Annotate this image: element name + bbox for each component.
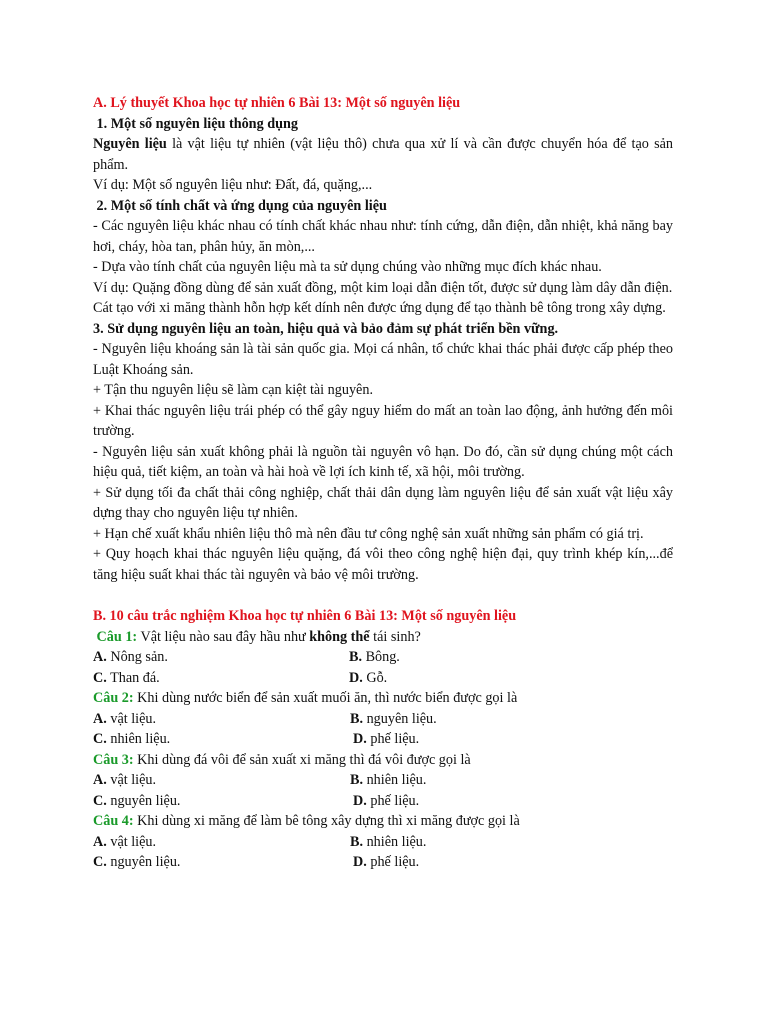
paragraph-3e: + Sử dụng tối đa chất thải công nghiệp, chất thải dân dụng làm nguyên liệu để sản xuất vật liệu xây dựng thay cho nguyên liệu tự nhiên. xyxy=(93,484,673,521)
paragraph-3g: + Quy hoạch khai thác nguyên liệu quặng, đá vôi theo công nghệ hiện đại, quy trình khép kín,...để tăng hiệu suất khai thác tài nguyên và bảo vệ môi trường. xyxy=(93,546,673,583)
section-b-title: B. 10 câu trắc nghiệm Khoa học tự nhiên 6 Bài 13: Một số nguyên liệu xyxy=(93,608,517,624)
heading-2: 2. Một số tính chất và ứng dụng của nguyên liệu xyxy=(96,197,387,214)
question-2-options-cd xyxy=(93,729,673,750)
option-c[interactable]: C. nguyên liệu. xyxy=(93,792,181,809)
question-1: Câu 1: Vật liệu nào sau đây hầu như không thể tái sinh? xyxy=(96,628,421,645)
question-3-options-ab xyxy=(93,770,673,791)
paragraph-2a: - Các nguyên liệu khác nhau có tính chất khác nhau như: tính cứng, dẫn điện, dẫn nhiệt, khả năng bay hơi, cháy, hòa tan, phân hủy, ăn mòn,... xyxy=(93,218,673,255)
question-4: Câu 4: Khi dùng xi măng để làm bê tông xây dựng thì xi măng được gọi là xyxy=(93,813,520,829)
example-1: Ví dụ: Một số nguyên liệu như: Đất, đá, quặng,... xyxy=(93,177,373,193)
option-a[interactable]: A. Nông sản. xyxy=(93,649,168,665)
question-4-options-cd xyxy=(93,852,673,873)
paragraph-3c: + Khai thác nguyên liệu trái phép có thể gây nguy hiểm do mất an toàn lao động, ảnh hưởng đến môi trường. xyxy=(93,402,673,439)
question-1-options-ab xyxy=(93,647,673,668)
option-c[interactable]: C. Than đá. xyxy=(93,669,160,686)
paragraph-2c: Ví dụ: Quặng đồng dùng để sản xuất đồng, một kim loại dẫn điện tốt, được sử dụng làm dây dẫn điện. xyxy=(93,279,673,296)
option-a[interactable]: A. vật liệu. xyxy=(93,772,157,788)
spacer xyxy=(93,585,673,606)
paragraph-2b: - Dựa vào tính chất của nguyên liệu mà ta sử dụng chúng vào những mục đích khác nhau. xyxy=(93,259,602,275)
option-d[interactable]: D. Gỗ. xyxy=(349,669,388,686)
option-d[interactable]: D. phế liệu. xyxy=(353,792,420,809)
option-c[interactable]: C. nguyên liệu. xyxy=(93,854,181,870)
option-d[interactable]: D. phế liệu. xyxy=(353,731,420,747)
definition-paragraph: Nguyên liệu là vật liệu tự nhiên (vật liệu thô) chưa qua xử lí và cần được chuyển hóa để tạo sản phẩm. xyxy=(93,136,673,173)
question-2: Câu 2: Khi dùng nước biển để sản xuất muối ăn, thì nước biển được gọi là xyxy=(93,690,518,706)
option-d[interactable]: D. phế liệu. xyxy=(353,854,420,870)
option-b[interactable]: B. nhiên liệu. xyxy=(350,833,427,850)
option-a[interactable]: A. vật liệu. xyxy=(93,833,157,850)
option-b[interactable]: B. nhiên liệu. xyxy=(350,772,427,788)
option-b[interactable]: B. Bông. xyxy=(349,649,400,665)
paragraph-3b: + Tận thu nguyên liệu sẽ làm cạn kiệt tài nguyên. xyxy=(93,382,373,398)
paragraph-3f: + Hạn chế xuất khẩu nhiên liệu thô mà nên đầu tư công nghệ sản xuất những sản phẩm có giá trị. xyxy=(93,525,644,542)
heading-3: 3. Sử dụng nguyên liệu an toàn, hiệu quả và bảo đảm sự phát triển bền vững. xyxy=(93,320,559,337)
heading-1: 1. Một số nguyên liệu thông dụng xyxy=(96,115,298,132)
option-a[interactable]: A. vật liệu. xyxy=(93,710,157,727)
question-3: Câu 3: Khi dùng đá vôi để sản xuất xi măng thì đá vôi được gọi là xyxy=(93,751,471,768)
option-b[interactable]: B. nguyên liệu. xyxy=(350,710,437,727)
paragraph-3d: - Nguyên liệu sản xuất không phải là nguồn tài nguyên vô hạn. Do đó, cần sử dụng chúng một cách hiệu quả, tiết kiệm, an toàn và hài hoà về lợi ích kinh tế, xã hội, môi trường. xyxy=(93,443,673,480)
paragraph-2d: Cát tạo với xi măng thành hỗn hợp kết dính nên được ứng dụng để tạo thành bê tông trong xây dựng. xyxy=(93,300,666,316)
question-2-options-ab xyxy=(93,709,673,730)
question-1-options-cd xyxy=(93,668,673,689)
definition-term: Nguyên liệu xyxy=(93,136,167,152)
question-4-options-ab xyxy=(93,832,673,853)
option-c[interactable]: C. nhiên liệu. xyxy=(93,731,171,747)
document-content xyxy=(93,93,673,873)
paragraph-3a: - Nguyên liệu khoáng sản là tài sản quốc gia. Mọi cá nhân, tổ chức khai thác phải được cấp phép theo Luật Khoáng sản. xyxy=(93,341,673,378)
section-a-title: A. Lý thuyết Khoa học tự nhiên 6 Bài 13: Một số nguyên liệu xyxy=(93,95,461,111)
question-3-options-cd xyxy=(93,791,673,812)
